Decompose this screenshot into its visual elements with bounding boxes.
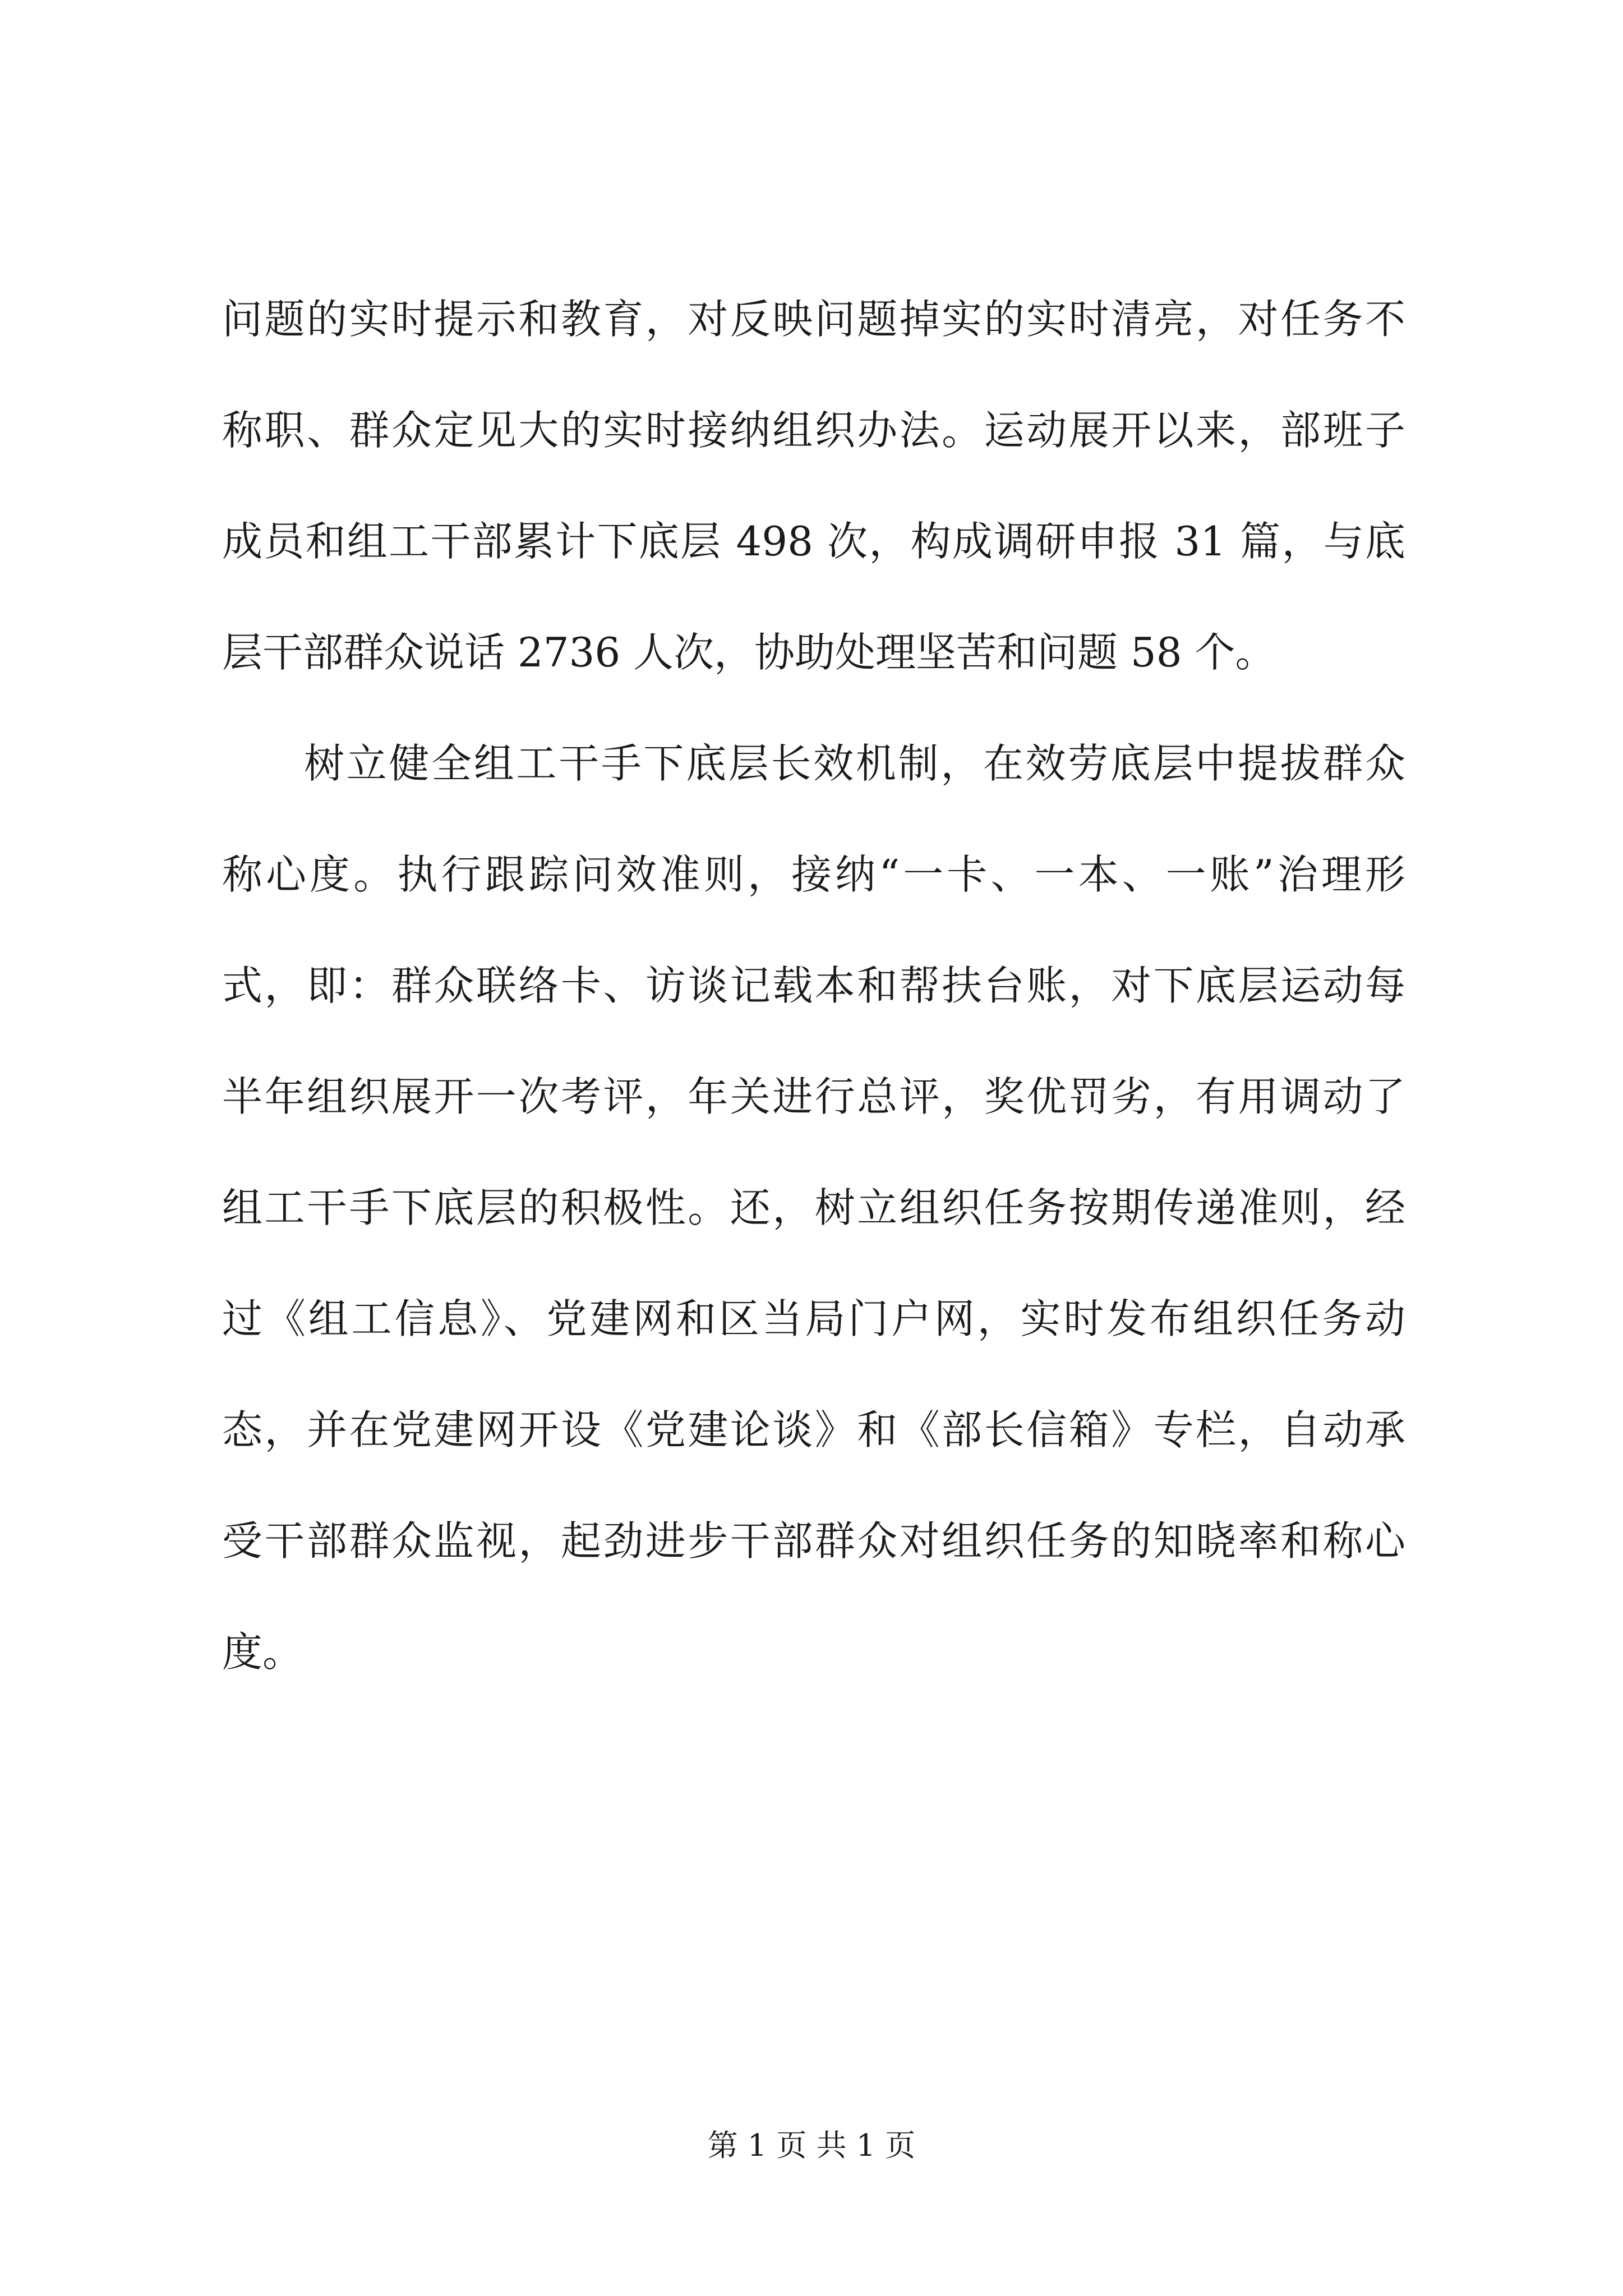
text-line: 层干部群众说话 2736 人次，协助处理坚苦和问题 58 个。 [222,629,1276,676]
page-footer: 第 1 页 共 1 页 [707,2128,916,2163]
text-line: 式，即：群众联络卡、访谈记载本和帮扶台账，对下底层运动每 [222,962,1405,1009]
paragraph-2 [222,708,1405,1708]
text-line: 态，并在党建网开设《党建论谈》和《部长信箱》专栏，自动承 [222,1406,1405,1453]
text-line: 树立健全组工干手下底层长效机制，在效劳底层中提拔群众 [304,740,1405,787]
text-line: 过《组工信息》、党建网和区当局门户网，实时发布组织任务动 [222,1295,1405,1342]
text-line: 问题的实时提示和教育，对反映问题掉实的实时清亮，对任务不 [222,296,1405,343]
text-line: 度。 [222,1628,303,1676]
text-line: 组工干手下底层的积极性。还，树立组织任务按期传递准则，经 [222,1184,1405,1231]
text-line: 受干部群众监视，起劲进步干部群众对组织任务的知晓率和称心 [222,1517,1405,1565]
paragraph-1 [222,264,1405,708]
text-line: 成员和组工干部累计下底层 498 次，构成调研申报 31 篇，与底 [222,518,1405,565]
text-line: 半年组织展开一次考评，年关进行总评，奖优罚劣，有用调动了 [222,1073,1405,1120]
text-line: 称心度。执行跟踪问效准则，接纳“一卡、一本、一账”治理形 [222,851,1405,898]
document-body [222,264,1405,1708]
text-line: 称职、群众定见大的实时接纳组织办法。运动展开以来，部班子 [222,407,1405,454]
